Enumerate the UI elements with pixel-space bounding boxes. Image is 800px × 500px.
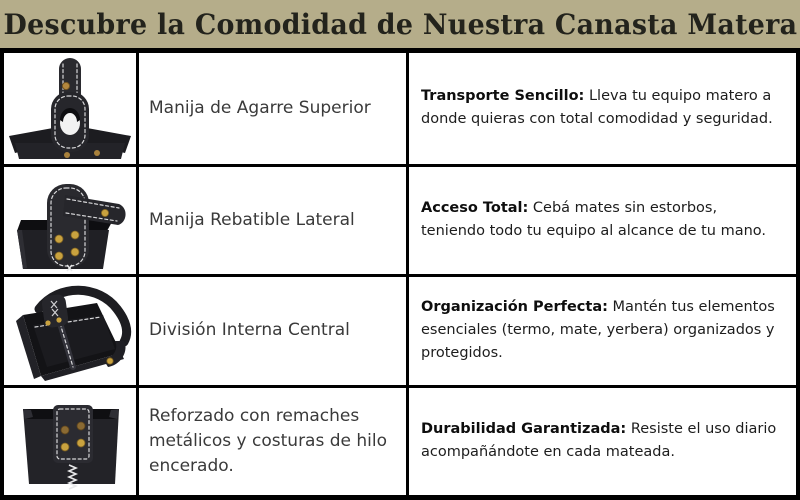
table-cell-benefit bbox=[406, 385, 796, 496]
table-cell-benefit bbox=[406, 274, 796, 385]
benefit-text bbox=[421, 418, 782, 465]
table-cell-feature bbox=[136, 274, 406, 385]
riveted-front-photo bbox=[7, 391, 133, 491]
feature-label: Manija Rebatible Lateral bbox=[149, 209, 355, 230]
benefit-title: Organización Perfecta: bbox=[421, 298, 608, 315]
table-cell-feature bbox=[136, 53, 406, 164]
table-cell-feature bbox=[136, 164, 406, 275]
benefit-text bbox=[421, 197, 782, 244]
feature-label: Manija de Agarre Superior bbox=[149, 97, 371, 118]
table-cell-image bbox=[4, 385, 136, 496]
table-cell-image bbox=[4, 274, 136, 385]
header-banner bbox=[0, 0, 800, 48]
feature-table bbox=[0, 48, 800, 500]
benefit-text bbox=[421, 85, 782, 132]
benefit-title: Transporte Sencillo: bbox=[421, 87, 585, 104]
table-cell-image bbox=[4, 53, 136, 164]
benefit-body: Resiste el uso diario acompañándote en cada mateada. bbox=[421, 420, 777, 461]
side-handle-photo bbox=[7, 168, 133, 272]
top-handle-photo bbox=[7, 56, 133, 160]
page-title: Descubre la Comodidad de Nuestra Canasta Matera bbox=[3, 7, 797, 41]
benefit-body: Cebá mates sin estorbos, teniendo todo tu equipo al alcance de tu mano. bbox=[421, 199, 767, 240]
benefit-body: Mantén tus elementos esenciales (termo, mate, yerbera) organizados y protegidos. bbox=[421, 298, 775, 362]
table-cell-benefit bbox=[406, 53, 796, 164]
feature-label: División Interna Central bbox=[149, 320, 350, 341]
benefit-text bbox=[421, 296, 782, 366]
benefit-body: Lleva tu equipo matero a donde quieras con total comodidad y seguridad. bbox=[421, 87, 773, 128]
table-cell-feature bbox=[136, 385, 406, 496]
feature-label: Reforzado con remaches metálicos y costuras de hilo encerado. bbox=[149, 406, 388, 476]
table-cell-image bbox=[4, 164, 136, 275]
inner-divider-photo bbox=[7, 279, 133, 383]
benefit-title: Durabilidad Garantizada: bbox=[421, 420, 627, 437]
table-cell-benefit bbox=[406, 164, 796, 275]
benefit-title: Acceso Total: bbox=[421, 199, 529, 216]
